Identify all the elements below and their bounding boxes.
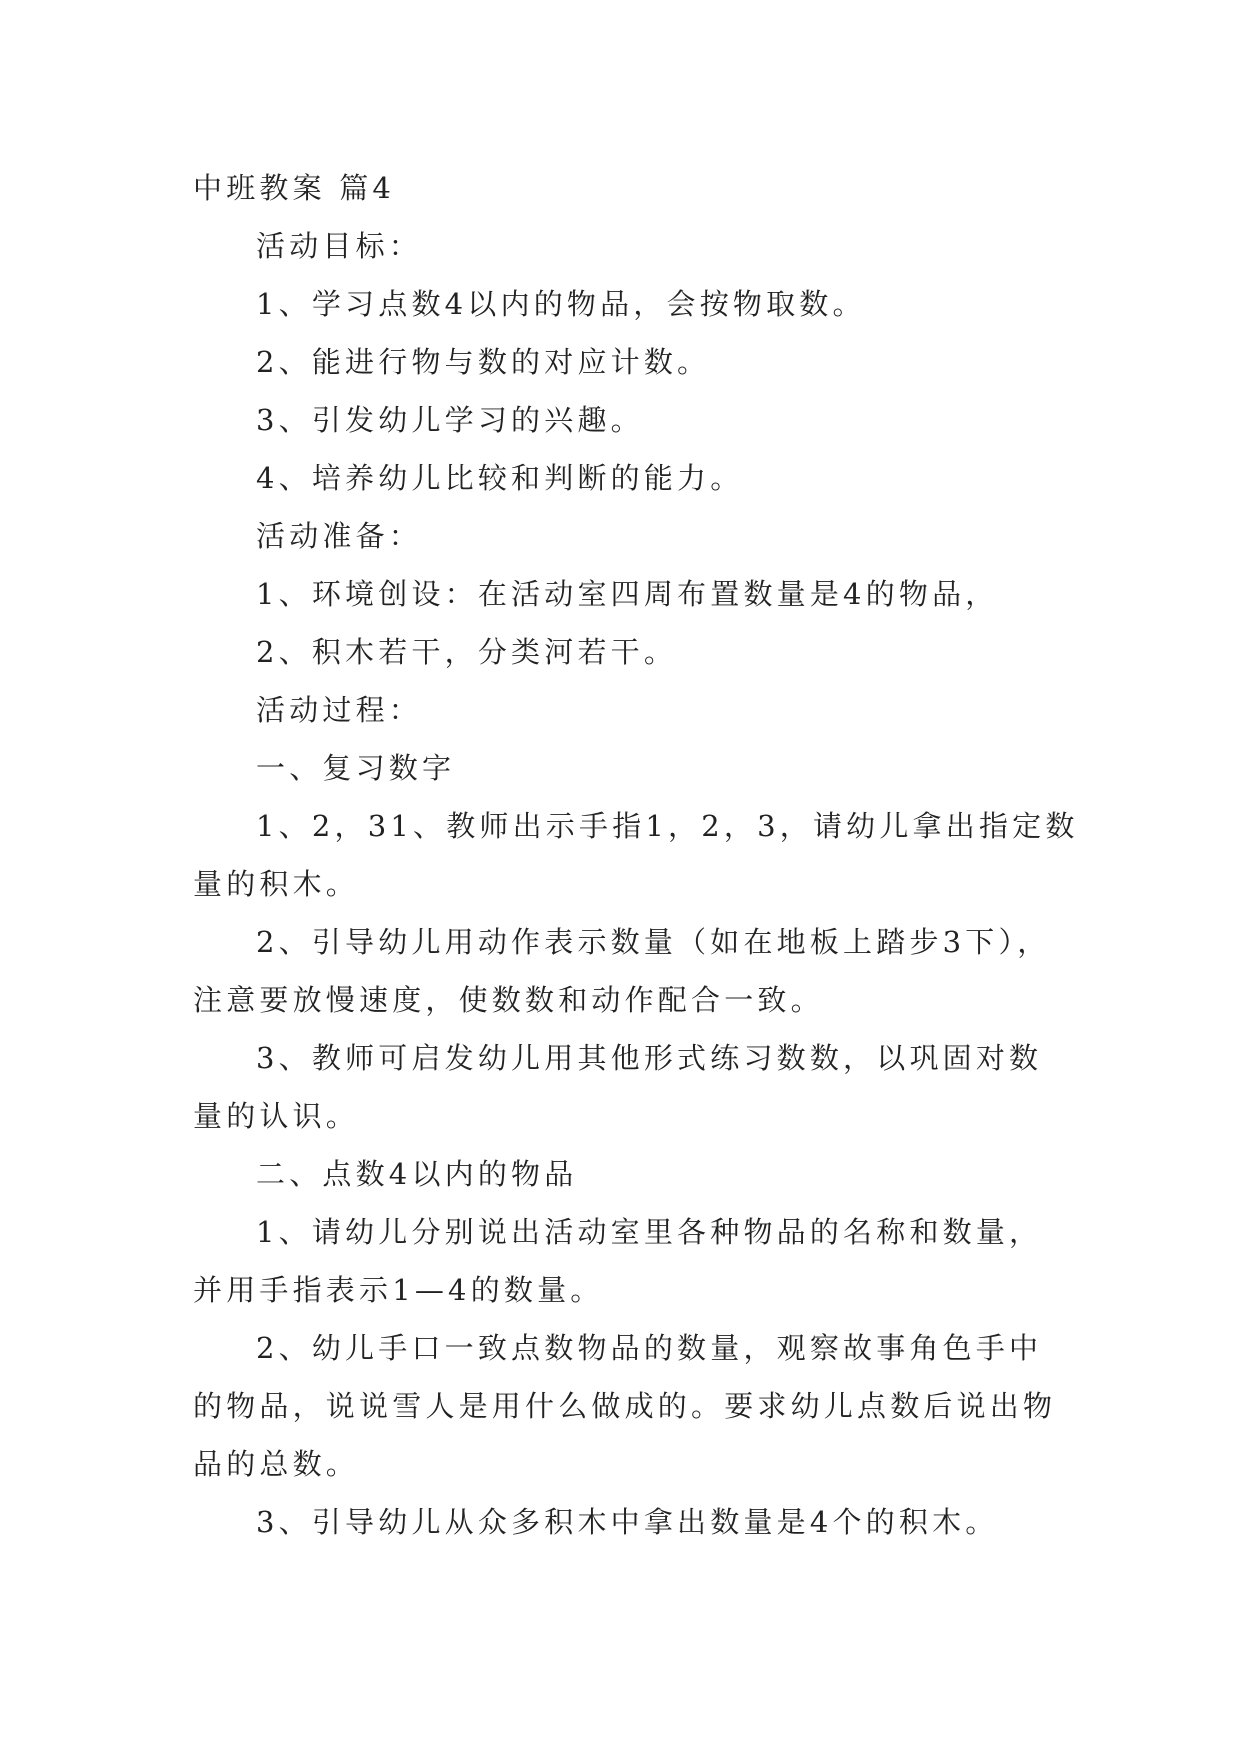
paragraph-line: 量的积木。 (193, 867, 360, 901)
paragraph-line: 的物品，说说雪人是用什么做成的。要求幼儿点数后说出物 (193, 1389, 1057, 1423)
paragraph-line: 2、幼儿手口一致点数物品的数量，观察故事角色手中 (256, 1331, 1043, 1365)
paragraph-line: 3、引导幼儿从众多积木中拿出数量是4个的积木。 (256, 1505, 999, 1539)
subsection-heading: 二、点数4以内的物品 (256, 1157, 578, 1191)
paragraph-line: 品的总数。 (193, 1447, 360, 1481)
paragraph-line: 注意要放慢速度，使数数和动作配合一致。 (193, 983, 824, 1017)
paragraph-line: 量的认识。 (193, 1099, 360, 1133)
paragraph-line: 1、环境创设：在活动室四周布置数量是4的物品， (256, 577, 999, 611)
paragraph-line: 1、请幼儿分别说出活动室里各种物品的名称和数量， (256, 1215, 1043, 1249)
section-heading-preparation: 活动准备： (256, 519, 423, 553)
paragraph-line: 4、培养幼儿比较和判断的能力。 (256, 461, 744, 495)
paragraph-line: 并用手指表示1—4的数量。 (193, 1273, 604, 1307)
paragraph-line: 3、引发幼儿学习的兴趣。 (256, 403, 644, 437)
paragraph-line: 2、引导幼儿用动作表示数量（如在地板上踏步3下）， (256, 925, 1051, 959)
paragraph-line: 2、积木若干，分类河若干。 (256, 635, 678, 669)
paragraph-line: 1、2，31、教师出示手指1，2，3，请幼儿拿出指定数 (256, 809, 1079, 843)
section-heading-process: 活动过程： (256, 693, 423, 727)
paragraph-line: 3、教师可启发幼儿用其他形式练习数数，以巩固对数 (256, 1041, 1043, 1075)
document-title: 中班教案 篇4 (193, 171, 396, 205)
paragraph-line: 2、能进行物与数的对应计数。 (256, 345, 711, 379)
subsection-heading: 一、复习数字 (256, 751, 456, 785)
paragraph-line: 1、学习点数4以内的物品，会按物取数。 (256, 287, 866, 321)
section-heading-goals: 活动目标： (256, 229, 423, 263)
